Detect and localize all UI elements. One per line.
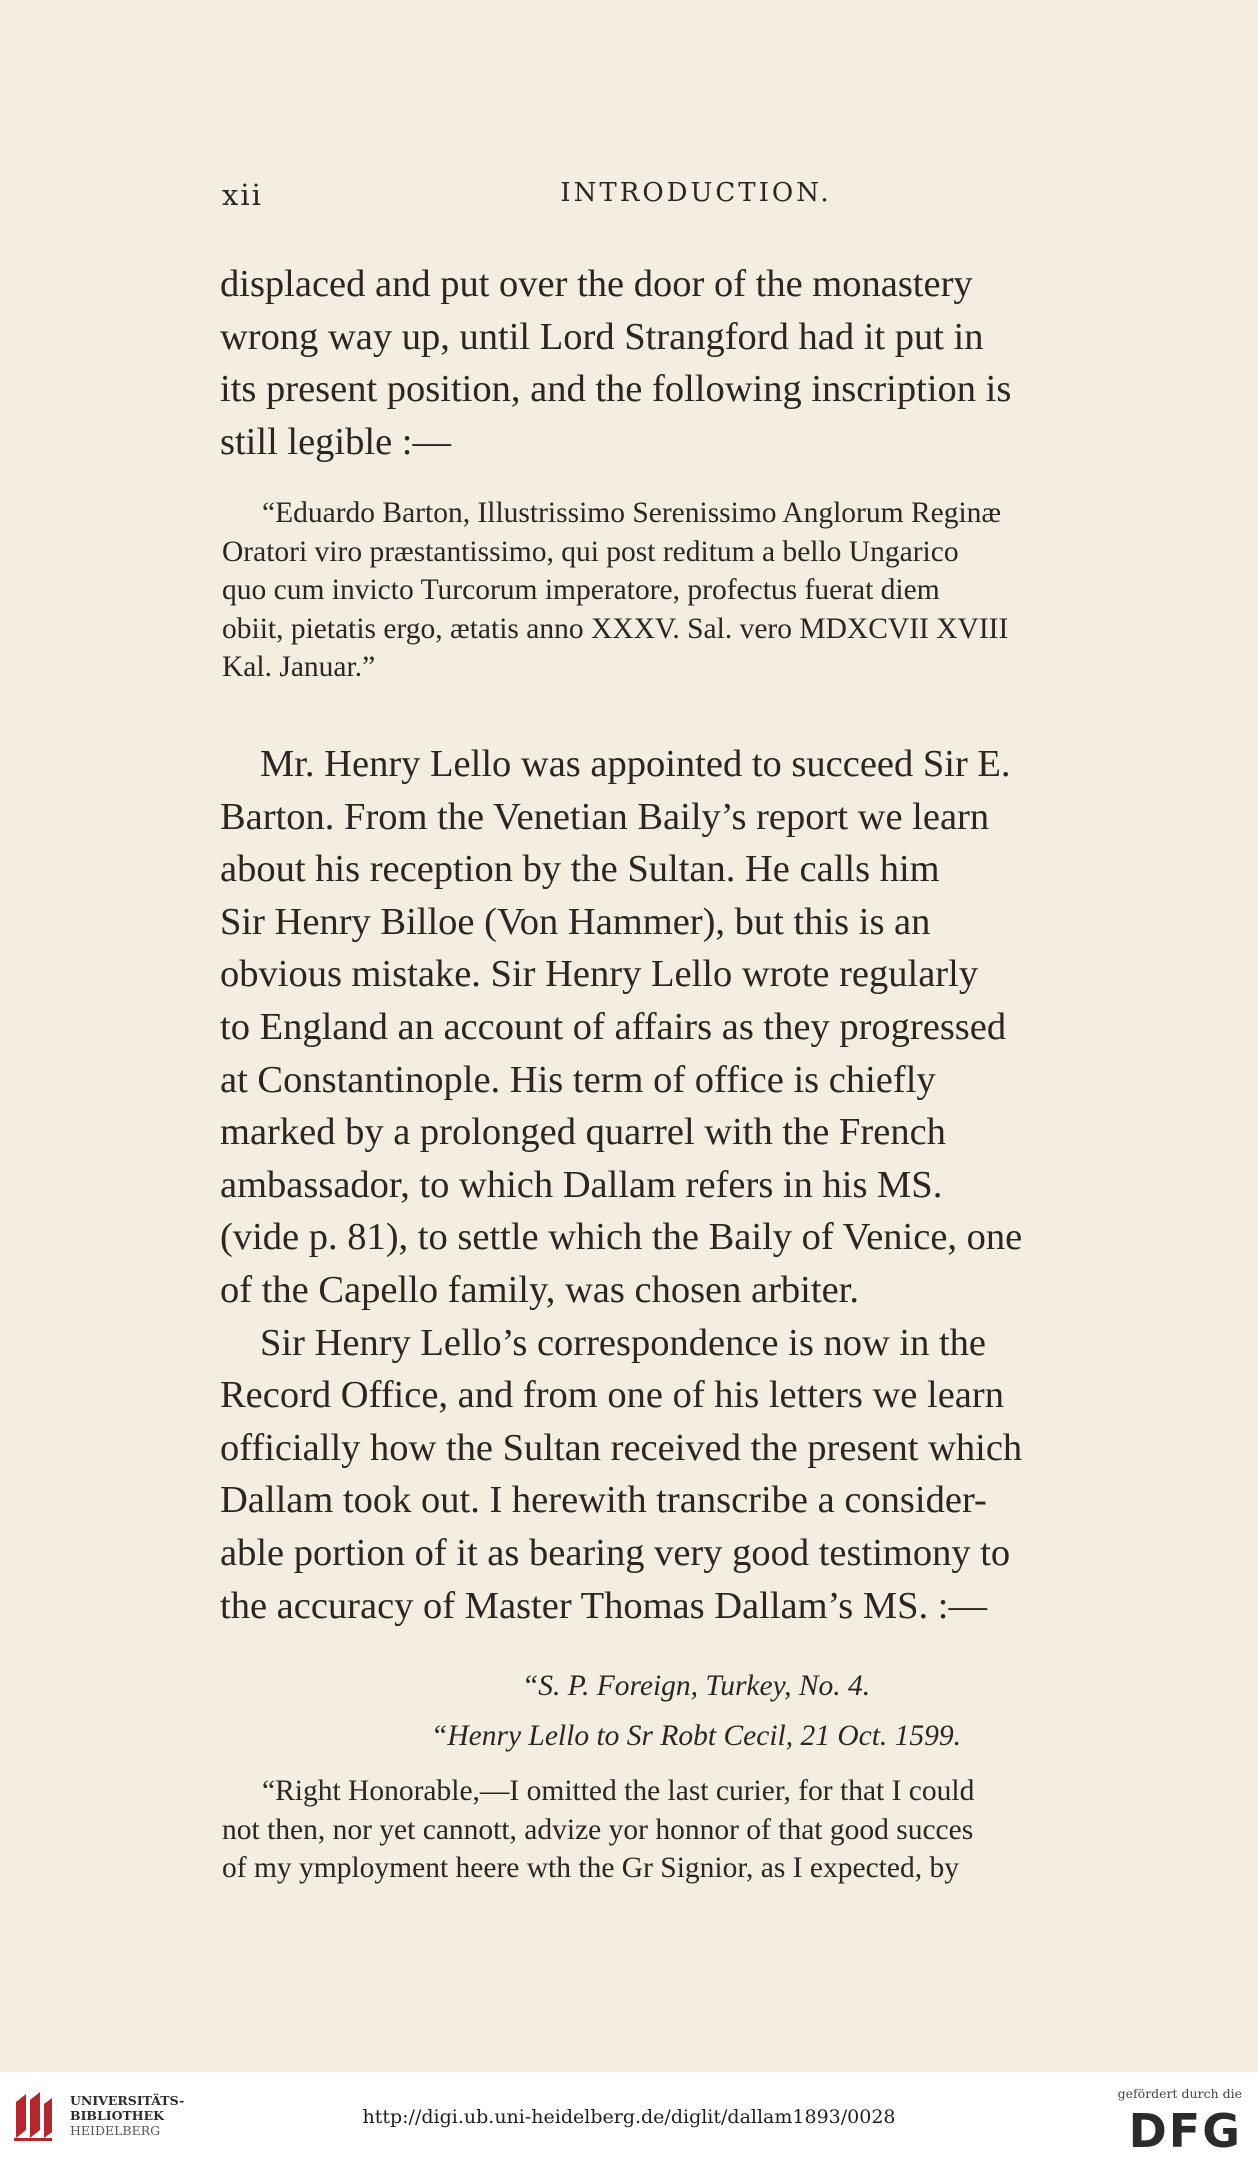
text-line: Sir Henry Lello’s correspondence is now in the	[260, 1321, 986, 1364]
dfg-logo: DFG	[1128, 2104, 1242, 2158]
source-reference-text: “S. P. Foreign, Turkey, No. 4.	[521, 1670, 871, 1702]
text-line: displaced and put over the door of the monastery	[220, 263, 973, 305]
page-number: xii	[222, 178, 263, 212]
quote-line: Kal. Januar.”	[222, 651, 376, 683]
source-reference	[222, 1670, 1170, 1703]
permalink-url[interactable]: http://digi.ub.uni-heidelberg.de/diglit/dallam1893/0028	[362, 2106, 896, 2128]
text-line: Sir Henry Billoe (Von Hammer), but this is an	[220, 900, 931, 943]
text-line: about his reception by the Sultan. He calls him	[220, 848, 940, 891]
letter-line: “Right Honorable,—I omitted the last curier, for that I could	[262, 1775, 975, 1807]
library-name-line: BIBLIOTHEK	[70, 2108, 165, 2123]
running-title: INTRODUCTION.	[560, 178, 832, 208]
text-line: able portion of it as bearing very good testimony to	[220, 1531, 1011, 1574]
page-header	[222, 178, 1170, 228]
quote-line: “Eduardo Barton, Illustrissimo Serenissimo Anglorum Reginæ	[262, 497, 1002, 529]
text-line: Mr. Henry Lello was appointed to succeed Sir E.	[260, 743, 1011, 785]
text-line: wrong way up, until Lord Strangford had it put in	[220, 315, 984, 358]
letter-line: of my ymployment heere wth the Gr Signior, as I expected, by	[222, 1852, 959, 1884]
text-line: of the Capello family, was chosen arbiter.	[220, 1268, 859, 1311]
quote-line: quo cum invicto Turcorum imperatore, profectus fuerat diem	[222, 574, 940, 606]
library-name-line: HEIDELBERG	[70, 2123, 161, 2138]
library-name-line: UNIVERSITÄTS-	[70, 2093, 185, 2108]
text-line: (vide p. 81), to settle which the Baily of Venice, one	[220, 1216, 1023, 1259]
text-line: to England an account of affairs as they progressed	[220, 1005, 1007, 1048]
letter-line: not then, nor yet cannott, advize yor honnor of that good succes	[222, 1813, 974, 1846]
text-line: Dallam took out. I herewith transcribe a consider-	[220, 1479, 987, 1522]
text-line: marked by a prolonged quarrel with the French	[220, 1111, 946, 1154]
paragraph-1	[220, 258, 1170, 468]
paragraph-2	[220, 738, 1170, 1632]
text-line: Barton. From the Venetian Baily’s report we learn	[220, 795, 990, 838]
letter-text	[222, 1772, 1170, 1888]
text-line: officially how the Sultan received the present which	[220, 1426, 1023, 1469]
letter-heading-text: “Henry Lello to Sr Robt Cecil, 21 Oct. 1599.	[430, 1720, 962, 1752]
quote-line: Oratori viro præstantissimo, qui post reditum a bello Ungarico	[222, 535, 959, 568]
sponsor-label: gefördert durch die	[1117, 2086, 1242, 2101]
inscription-quote	[222, 494, 1170, 687]
text-line: its present position, and the following inscription is	[220, 368, 1012, 411]
text-line: Record Office, and from one of his letters we learn	[220, 1374, 1004, 1417]
text-line: obvious mistake. Sir Henry Lello wrote regularly	[220, 953, 979, 996]
text-line: at Constantinople. His term of office is chiefly	[220, 1058, 936, 1101]
quote-line: obiit, pietatis ergo, ætatis anno XXXV. Sal. vero MDXCVII XVIII	[222, 612, 1009, 645]
text-line: ambassador, to which Dallam refers in his MS.	[220, 1163, 943, 1206]
text-line: still legible :—	[220, 420, 451, 463]
text-line: the accuracy of Master Thomas Dallam’s MS. :—	[220, 1584, 987, 1627]
letter-heading	[222, 1720, 1170, 1753]
